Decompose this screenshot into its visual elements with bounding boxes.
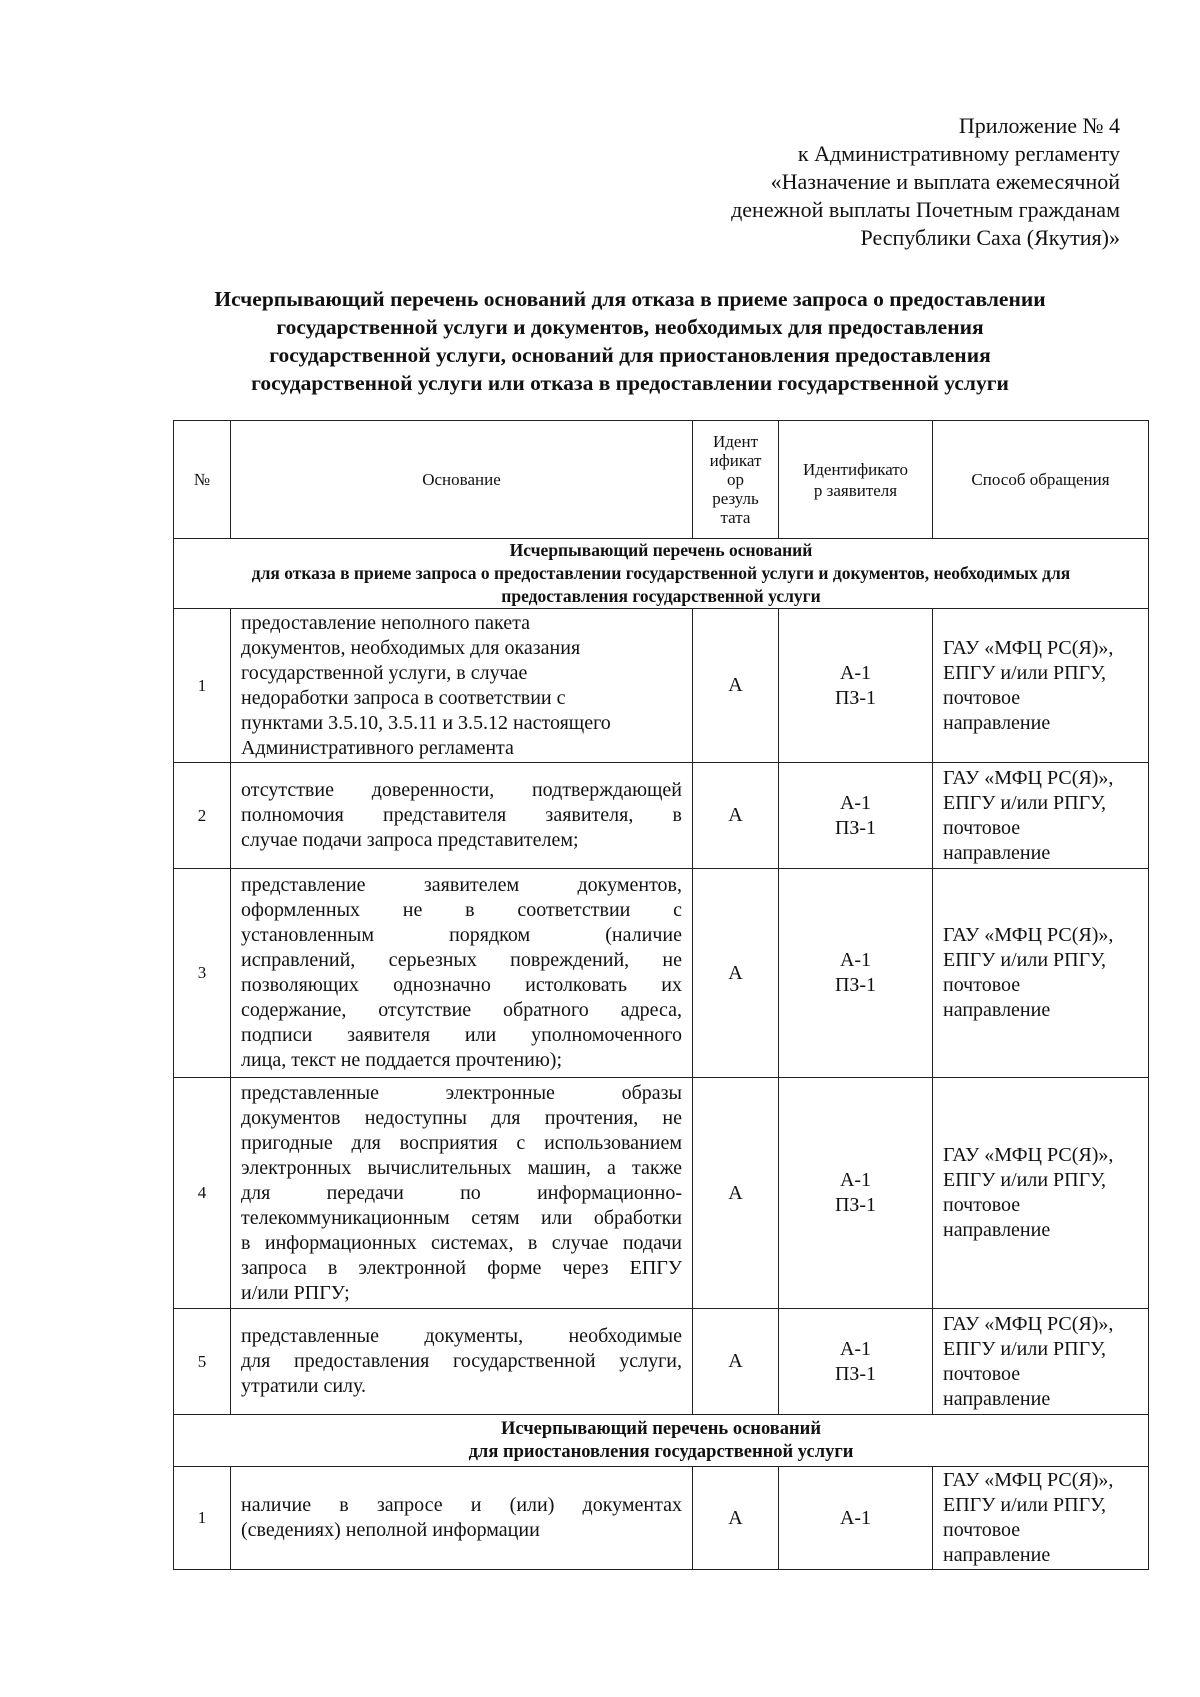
title-line: государственной услуги и документов, необходимых для предоставления bbox=[276, 315, 984, 339]
method-line: почтовое bbox=[943, 974, 1021, 996]
section-heading bbox=[174, 539, 1149, 609]
row-method bbox=[933, 1078, 1149, 1309]
applicant-line: ПЗ-1 bbox=[834, 1362, 877, 1385]
header-applicant-id-line: Идентификато bbox=[802, 459, 909, 479]
basis-line: лица, текст не поддается прочтению); bbox=[241, 1049, 563, 1071]
section-heading-line: для приостановления государственной услуги bbox=[468, 1441, 854, 1462]
applicant-line: А-1 bbox=[839, 1337, 872, 1360]
appendix-line: Республики Саха (Якутия)» bbox=[860, 225, 1120, 250]
method-line: ГАУ «МФЦ РС(Я)», bbox=[943, 1312, 1114, 1335]
row-basis bbox=[231, 763, 693, 869]
row-applicant-id bbox=[779, 1467, 933, 1570]
row-result-id: А bbox=[693, 1078, 779, 1309]
basis-line: электронных вычислительных машин, а также bbox=[241, 1156, 682, 1179]
row-number: 5 bbox=[174, 1309, 231, 1415]
header-result-id-line: ор bbox=[727, 470, 744, 489]
header-num: № bbox=[174, 421, 231, 539]
header-method: Способ обращения bbox=[933, 421, 1149, 539]
table-row bbox=[174, 869, 1149, 1078]
applicant-line: А-1 bbox=[839, 791, 872, 814]
method-line: ЕПГУ и/или РПГУ, bbox=[943, 949, 1107, 971]
method-line: ЕПГУ и/или РПГУ, bbox=[943, 661, 1107, 684]
basis-line: в информационных системах, в случае подачи bbox=[241, 1231, 682, 1254]
basis-line: наличие в запросе и (или) документах bbox=[241, 1494, 682, 1516]
basis-line: содержание, отсутствие обратного адреса, bbox=[241, 999, 682, 1021]
basis-line: подписи заявителя или уполномоченного bbox=[241, 1024, 682, 1046]
section-heading bbox=[174, 1415, 1149, 1467]
basis-line: полномочия представителя заявителя, в bbox=[241, 804, 682, 826]
table-header-row bbox=[174, 421, 1149, 539]
section-heading-row bbox=[174, 539, 1149, 609]
row-basis bbox=[231, 869, 693, 1078]
method-line: почтовое bbox=[943, 686, 1021, 709]
basis-line: телекоммуникационным сетям или обработки bbox=[241, 1206, 682, 1229]
method-line: ГАУ «МФЦ РС(Я)», bbox=[943, 924, 1114, 946]
appendix-block bbox=[731, 112, 1120, 252]
method-line: ГАУ «МФЦ РС(Я)», bbox=[943, 636, 1114, 659]
row-result-id: А bbox=[693, 1309, 779, 1415]
applicant-line: А-1 bbox=[839, 661, 872, 684]
table-row bbox=[174, 609, 1149, 763]
method-line: ЕПГУ и/или РПГУ, bbox=[943, 1337, 1107, 1360]
applicant-line: ПЗ-1 bbox=[834, 816, 877, 839]
grounds-table bbox=[173, 420, 1149, 1570]
header-result-id-line: тата bbox=[720, 508, 751, 527]
row-applicant-id bbox=[779, 763, 933, 869]
basis-line: исправлений, серьезных повреждений, не bbox=[241, 949, 682, 971]
method-line: ЕПГУ и/или РПГУ, bbox=[943, 1494, 1107, 1516]
basis-line: представленные документы, необходимые bbox=[241, 1325, 682, 1347]
row-number: 3 bbox=[174, 869, 231, 1078]
method-line: ГАУ «МФЦ РС(Я)», bbox=[943, 766, 1114, 789]
row-result-id: А bbox=[693, 609, 779, 763]
basis-line: установленным порядком (наличие bbox=[241, 924, 682, 946]
method-line: направление bbox=[943, 1219, 1051, 1241]
row-method bbox=[933, 609, 1149, 763]
header-result-id bbox=[693, 421, 779, 539]
basis-line: Административного регламента bbox=[241, 736, 514, 759]
row-result-id: А bbox=[693, 763, 779, 869]
header-result-id-line: резуль bbox=[712, 489, 759, 508]
section-heading-line: предоставления государственной услуги bbox=[501, 586, 821, 606]
section-heading-line: Исчерпывающий перечень оснований bbox=[509, 540, 813, 560]
row-result-id: А bbox=[693, 1467, 779, 1570]
header-result-id-line: Идент bbox=[713, 432, 758, 451]
basis-line: представленные электронные образы bbox=[241, 1081, 682, 1104]
row-basis bbox=[231, 1078, 693, 1309]
basis-line: и/или РПГУ; bbox=[241, 1281, 350, 1304]
basis-line: документов, необходимых для оказания bbox=[241, 636, 581, 659]
row-number: 2 bbox=[174, 763, 231, 869]
title-line: Исчерпывающий перечень оснований для отказа в приеме запроса о предоставлении bbox=[214, 287, 1046, 311]
method-line: почтовое bbox=[943, 1519, 1021, 1541]
row-applicant-id bbox=[779, 1309, 933, 1415]
table-row bbox=[174, 1467, 1149, 1570]
section-heading-line: Исчерпывающий перечень оснований bbox=[501, 1418, 821, 1439]
section-heading-line: для отказа в приеме запроса о предоставлении государственной услуги и документов, необходимых для bbox=[251, 563, 1071, 583]
document-title bbox=[160, 285, 1100, 397]
row-method bbox=[933, 763, 1149, 869]
row-method bbox=[933, 1309, 1149, 1415]
row-applicant-id bbox=[779, 609, 933, 763]
method-line: почтовое bbox=[943, 1194, 1021, 1216]
basis-line: запроса в электронной форме через ЕПГУ bbox=[241, 1256, 682, 1279]
header-basis: Основание bbox=[231, 421, 693, 539]
method-line: направление bbox=[943, 1544, 1051, 1566]
row-basis bbox=[231, 1467, 693, 1570]
basis-line: для передачи по информационно- bbox=[241, 1181, 682, 1204]
appendix-line: к Административному регламенту bbox=[797, 141, 1120, 166]
basis-line: недоработки запроса в соответствии с bbox=[241, 686, 566, 709]
basis-line: (сведениях) неполной информации bbox=[241, 1519, 540, 1541]
header-applicant-id-line: р заявителя bbox=[813, 480, 898, 500]
basis-line: представление заявителем документов, bbox=[241, 874, 682, 896]
row-applicant-id bbox=[779, 869, 933, 1078]
method-line: направление bbox=[943, 1387, 1051, 1410]
basis-line: утратили силу. bbox=[241, 1375, 367, 1397]
row-number: 1 bbox=[174, 1467, 231, 1570]
title-line: государственной услуги, оснований для приостановления предоставления bbox=[269, 343, 991, 367]
row-method bbox=[933, 869, 1149, 1078]
row-applicant-id bbox=[779, 1078, 933, 1309]
header-applicant-id bbox=[779, 421, 933, 539]
row-method bbox=[933, 1467, 1149, 1570]
appendix-line: «Назначение и выплата ежемесячной bbox=[770, 169, 1120, 194]
section-heading-row bbox=[174, 1415, 1149, 1467]
basis-line: документов недоступны для прочтения, не bbox=[241, 1106, 682, 1129]
header-result-id-line: ификат bbox=[709, 451, 762, 470]
applicant-line: ПЗ-1 bbox=[834, 974, 877, 996]
basis-line: позволяющих однозначно истолковать их bbox=[241, 974, 682, 996]
basis-line: случае подачи запроса представителем; bbox=[241, 829, 579, 851]
table-row bbox=[174, 1078, 1149, 1309]
basis-line: государственной услуги, в случае bbox=[241, 661, 528, 684]
basis-line: оформленных не в соответствии с bbox=[241, 899, 682, 921]
appendix-line: Приложение № 4 bbox=[958, 113, 1120, 138]
row-result-id: А bbox=[693, 869, 779, 1078]
table-row bbox=[174, 763, 1149, 869]
applicant-line: А-1 bbox=[839, 949, 872, 971]
method-line: почтовое bbox=[943, 1362, 1021, 1385]
method-line: ГАУ «МФЦ РС(Я)», bbox=[943, 1469, 1114, 1491]
method-line: направление bbox=[943, 841, 1051, 864]
method-line: ГАУ «МФЦ РС(Я)», bbox=[943, 1144, 1114, 1166]
row-number: 4 bbox=[174, 1078, 231, 1309]
method-line: ЕПГУ и/или РПГУ, bbox=[943, 791, 1107, 814]
basis-line: для предоставления государственной услуги, bbox=[241, 1350, 682, 1372]
basis-line: пригодные для восприятия с использованием bbox=[241, 1131, 682, 1154]
method-line: ЕПГУ и/или РПГУ, bbox=[943, 1169, 1107, 1191]
method-line: направление bbox=[943, 711, 1051, 734]
applicant-line: А-1 bbox=[839, 1506, 872, 1529]
applicant-line: ПЗ-1 bbox=[834, 686, 877, 709]
row-basis bbox=[231, 1309, 693, 1415]
row-basis bbox=[231, 609, 693, 763]
applicant-line: А-1 bbox=[839, 1169, 872, 1191]
title-line: государственной услуги или отказа в предоставлении государственной услуги bbox=[251, 371, 1009, 395]
method-line: почтовое bbox=[943, 816, 1021, 839]
basis-line: отсутствие доверенности, подтверждающей bbox=[241, 779, 682, 801]
table-row bbox=[174, 1309, 1149, 1415]
row-number: 1 bbox=[174, 609, 231, 763]
basis-line: предоставление неполного пакета bbox=[241, 611, 530, 634]
basis-line: пунктами 3.5.10, 3.5.11 и 3.5.12 настоящего bbox=[241, 711, 611, 734]
applicant-line: ПЗ-1 bbox=[834, 1194, 877, 1216]
method-line: направление bbox=[943, 999, 1051, 1021]
appendix-line: денежной выплаты Почетным гражданам bbox=[731, 197, 1120, 222]
